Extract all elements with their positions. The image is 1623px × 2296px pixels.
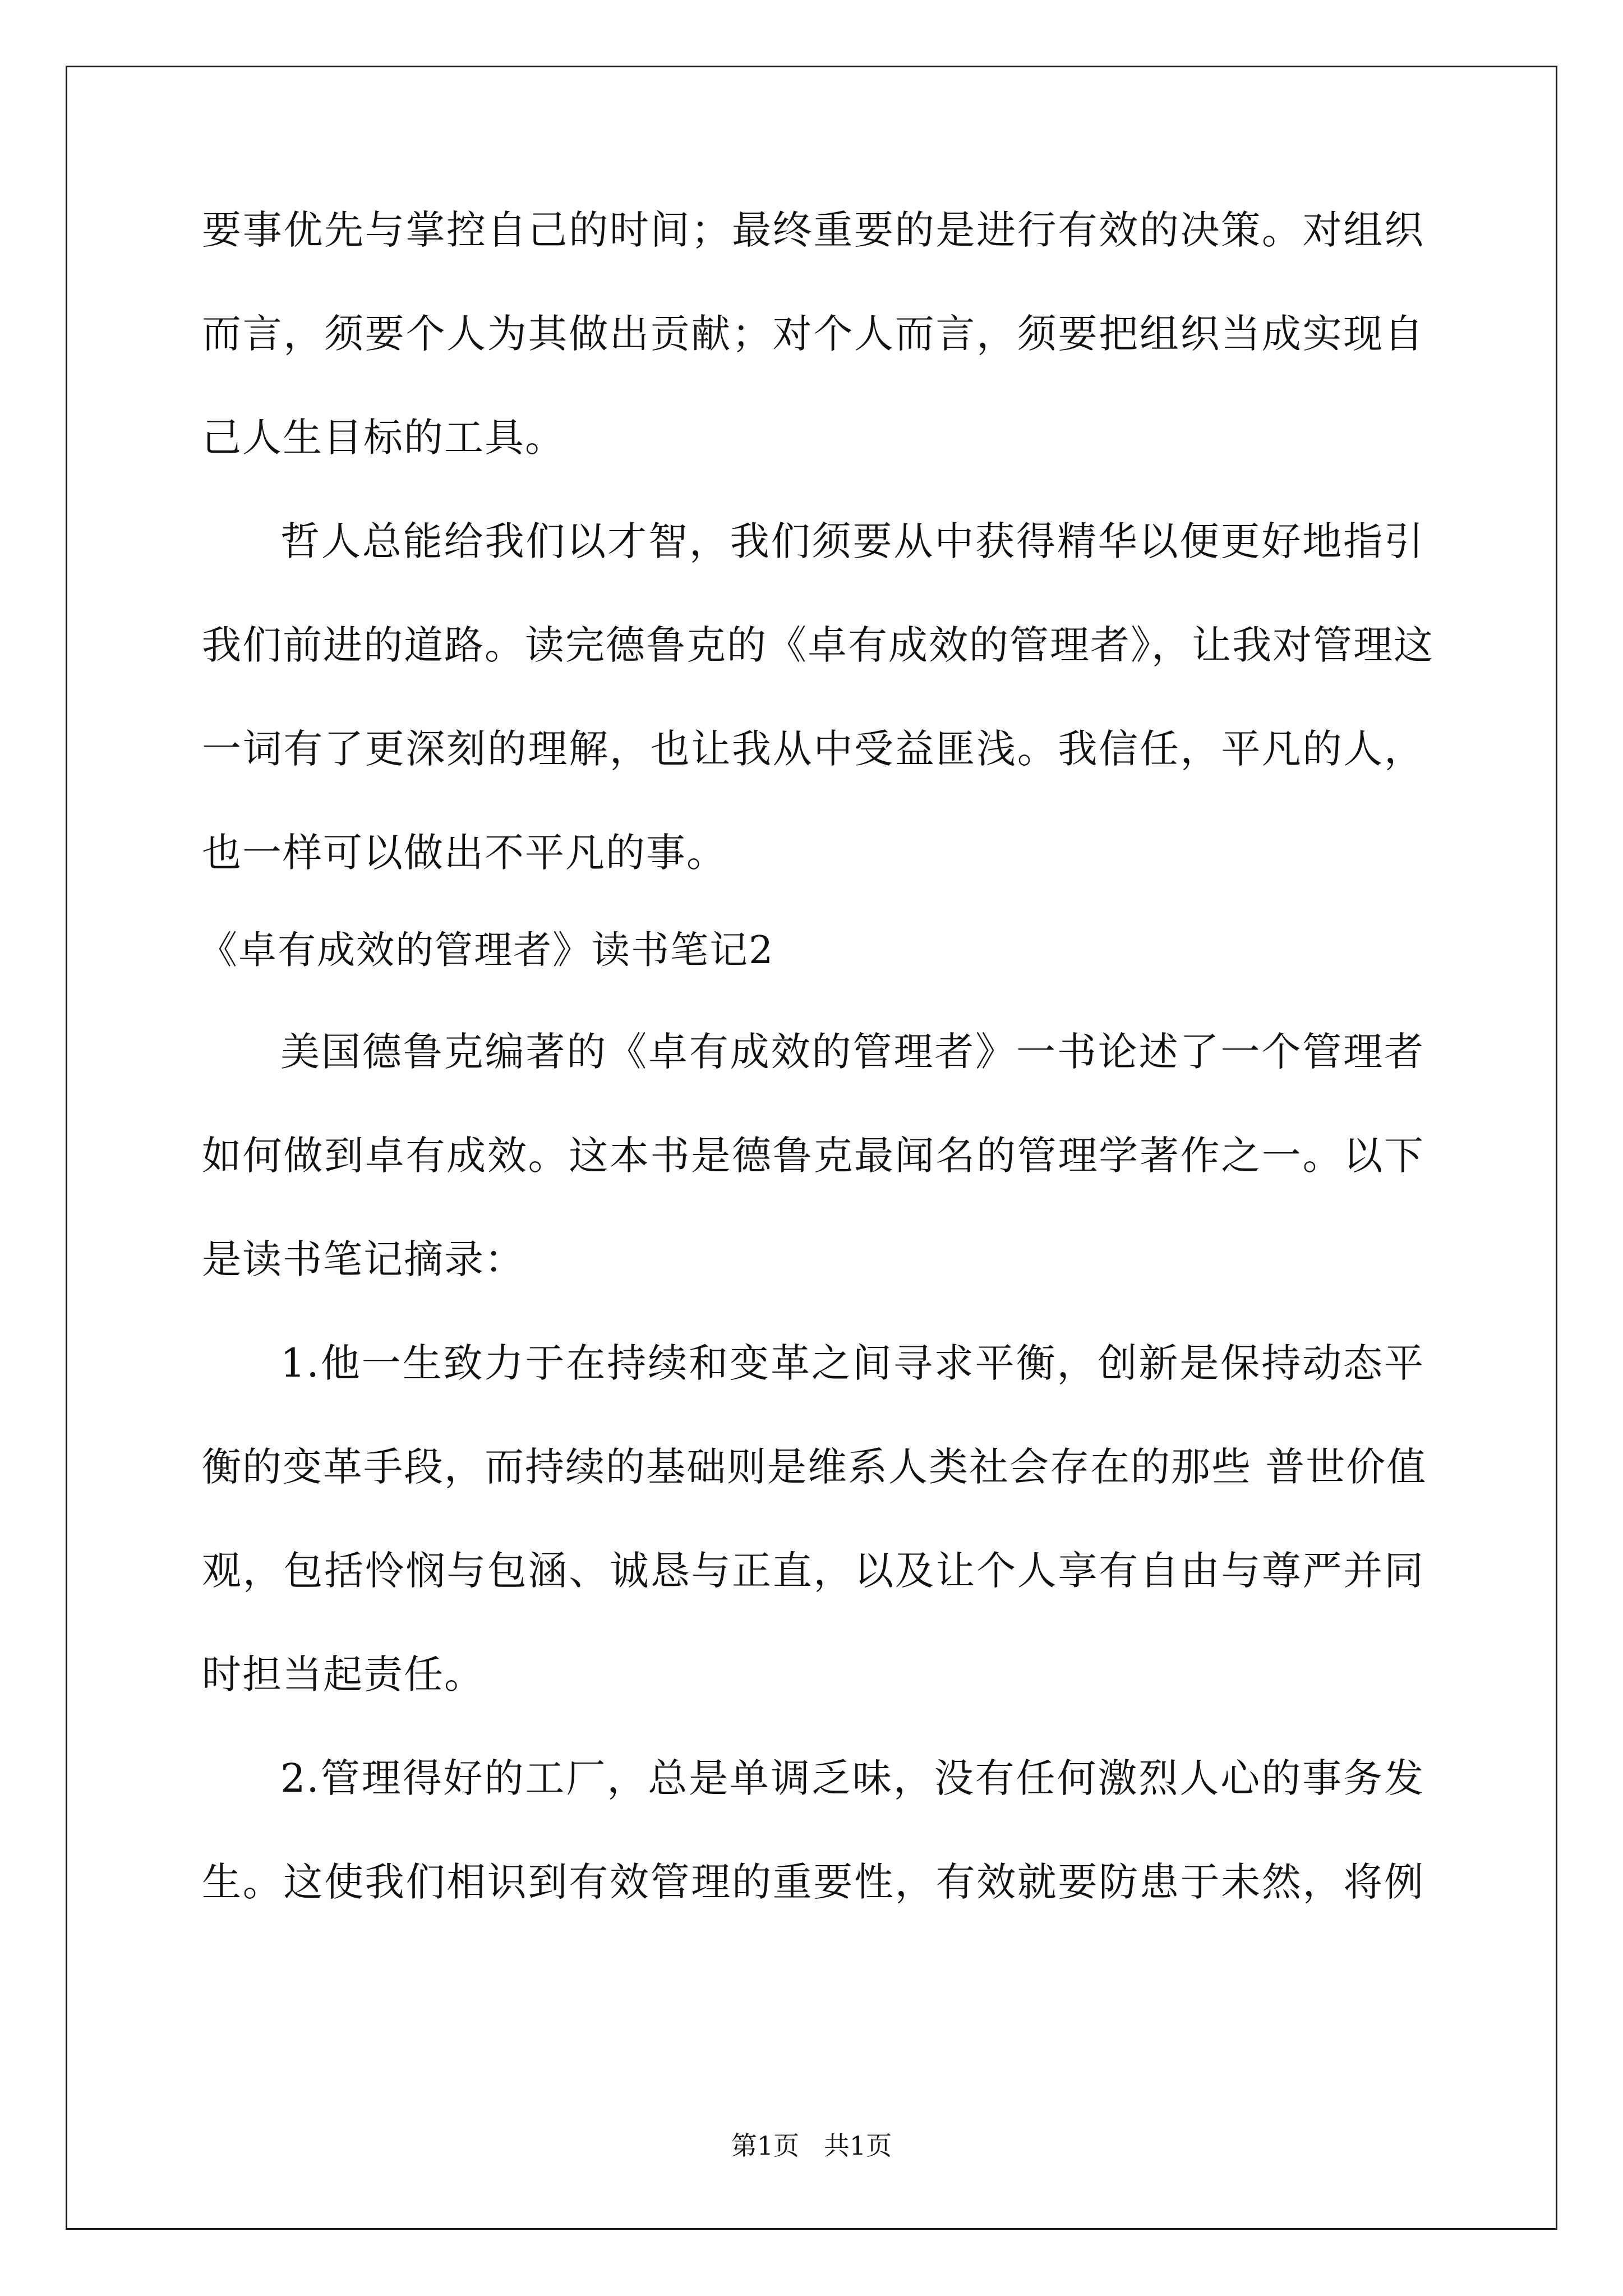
paragraph-line: 观，包括怜悯与包涵、诚恳与正直，以及让个人享有自由与尊严并同 bbox=[202, 1548, 1424, 1594]
paragraph-line: 己人生目标的工具。 bbox=[202, 415, 565, 461]
paragraph-line: 一词有了更深刻的理解，也让我从中受益匪浅。我信任，平凡的人， bbox=[202, 726, 1424, 772]
paragraph-line: 时担当起责任。 bbox=[202, 1651, 485, 1697]
paragraph-line: 衡的变革手段，而持续的基础则是维系人类社会存在的那些 普世价值 bbox=[202, 1444, 1427, 1490]
paragraph-line: 2.管理得好的工厂，总是单调乏味，没有任何激烈人心的事务发 bbox=[280, 1755, 1424, 1801]
paragraph-line: 哲人总能给我们以才智，我们须要从中获得精华以便更好地指引 bbox=[280, 518, 1424, 564]
section-heading: 《卓有成效的管理者》读书笔记2 bbox=[199, 928, 774, 973]
paragraph-line: 要事优先与掌控自己的时间；最终重要的是进行有效的决策。对组织 bbox=[202, 207, 1424, 253]
paragraph-line: 生。这使我们相识到有效管理的重要性，有效就要防患于未然，将例 bbox=[202, 1859, 1424, 1905]
paragraph-line: 而言，须要个人为其做出贡献；对个人而言，须要把组织当成实现自 bbox=[202, 311, 1424, 357]
paragraph-line: 也一样可以做出不平凡的事。 bbox=[202, 830, 727, 876]
paragraph-line: 我们前进的道路。读完德鲁克的《卓有成效的管理者》，让我对管理这 bbox=[202, 622, 1434, 668]
paragraph-line: 1.他一生致力于在持续和变革之间寻求平衡，创新是保持动态平 bbox=[280, 1340, 1424, 1386]
page-number: 第1页 共1页 bbox=[731, 2131, 892, 2161]
paragraph-line: 美国德鲁克编著的《卓有成效的管理者》一书论述了一个管理者 bbox=[280, 1029, 1424, 1075]
paragraph-line: 如何做到卓有成效。这本书是德鲁克最闻名的管理学著作之一。以下 bbox=[202, 1133, 1424, 1179]
paragraph-line: 是读书笔记摘录： bbox=[202, 1236, 525, 1282]
